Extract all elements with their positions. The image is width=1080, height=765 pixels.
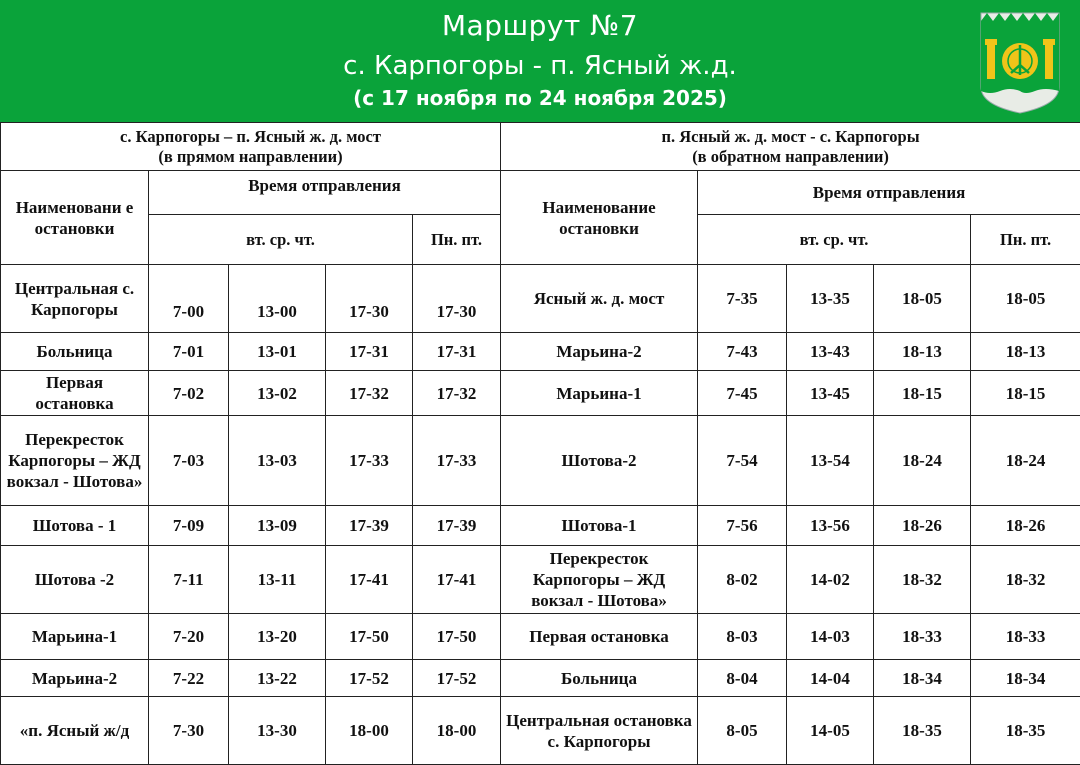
departure-time: 17-31: [326, 333, 413, 371]
departure-time: 8-02: [698, 546, 787, 614]
departure-time: 7-56: [698, 506, 787, 546]
departure-time: 17-30: [326, 265, 413, 333]
table-row: [1, 546, 1080, 614]
stop-name: Шотова-2: [501, 416, 698, 506]
departure-time: 13-11: [229, 546, 326, 614]
departure-time: 13-09: [229, 506, 326, 546]
title-block: [0, 6, 1080, 112]
departure-time: 17-52: [326, 660, 413, 697]
departure-time: 18-33: [971, 614, 1080, 660]
departure-time: 17-50: [326, 614, 413, 660]
departure-time: 18-24: [874, 416, 971, 506]
departure-time: 18-34: [971, 660, 1080, 697]
departure-time: 17-41: [326, 546, 413, 614]
departure-time: 18-13: [874, 333, 971, 371]
departure-time: 13-56: [787, 506, 874, 546]
departure-time: 18-35: [874, 697, 971, 765]
departure-time: 17-30: [413, 265, 501, 333]
stop-name: Марьина-1: [501, 371, 698, 416]
departure-time: 18-26: [971, 506, 1080, 546]
stop-name: Шотова - 1: [1, 506, 149, 546]
table-row: [1, 265, 1080, 333]
departure-time: 18-32: [971, 546, 1080, 614]
route-name: с. Карпогоры - п. Ясный ж.д.: [0, 48, 1080, 84]
departure-time: 18-05: [971, 265, 1080, 333]
departure-time: 18-05: [874, 265, 971, 333]
departure-time: 17-39: [326, 506, 413, 546]
departure-time: 7-35: [698, 265, 787, 333]
backward-time-header: Время отправления: [698, 171, 1080, 215]
municipal-coat-of-arms-icon: [975, 9, 1065, 117]
schedule-period: (с 17 ноября по 24 ноября 2025): [0, 84, 1080, 112]
departure-time: 7-45: [698, 371, 787, 416]
table-row: [1, 697, 1080, 765]
departure-time: 13-54: [787, 416, 874, 506]
table-row: [1, 416, 1080, 506]
departure-time: 13-30: [229, 697, 326, 765]
table-row: [1, 614, 1080, 660]
departure-time: 7-43: [698, 333, 787, 371]
departure-time: 13-00: [229, 265, 326, 333]
departure-time: 7-01: [149, 333, 229, 371]
departure-time: 13-22: [229, 660, 326, 697]
departure-time: 18-15: [874, 371, 971, 416]
departure-time: 18-35: [971, 697, 1080, 765]
departure-time: 13-35: [787, 265, 874, 333]
backward-direction-subtitle: (в обратном направлении): [505, 147, 1076, 167]
stop-name: Перекресток Карпогоры – ЖД вокзал - Шотова»: [501, 546, 698, 614]
departure-time: 17-33: [413, 416, 501, 506]
departure-time: 7-20: [149, 614, 229, 660]
departure-time: 18-00: [413, 697, 501, 765]
timetable: [0, 122, 1080, 764]
stop-name: Перекресток Карпогоры – ЖД вокзал - Шотова»: [1, 416, 149, 506]
departure-time: 18-26: [874, 506, 971, 546]
route-number-title: Маршрут №7: [0, 6, 1080, 46]
departure-time: 13-20: [229, 614, 326, 660]
stop-name: Центральная остановка с. Карпогоры: [501, 697, 698, 765]
departure-time: 13-45: [787, 371, 874, 416]
departure-time: 18-32: [874, 546, 971, 614]
backward-stop-header: Наименование остановки: [501, 171, 698, 265]
stop-name: Шотова -2: [1, 546, 149, 614]
stop-name: Первая остановка: [1, 371, 149, 416]
departure-time: 17-41: [413, 546, 501, 614]
forward-days-other: Пн. пт.: [413, 215, 501, 265]
forward-days-weekday: вт. ср. чт.: [149, 215, 413, 265]
departure-time: 13-03: [229, 416, 326, 506]
departure-time: 17-39: [413, 506, 501, 546]
departure-time: 8-05: [698, 697, 787, 765]
departure-time: 17-32: [326, 371, 413, 416]
backward-direction-header: [501, 123, 1080, 171]
departure-time: 14-03: [787, 614, 874, 660]
table-row: [1, 371, 1080, 416]
departure-time: 8-04: [698, 660, 787, 697]
stop-name: Больница: [501, 660, 698, 697]
table-row: [1, 660, 1080, 697]
departure-time: 17-52: [413, 660, 501, 697]
stop-name: Центральная с. Карпогоры: [1, 265, 149, 333]
departure-time: 18-33: [874, 614, 971, 660]
forward-direction-title: с. Карпогоры – п. Ясный ж. д. мост: [5, 127, 496, 147]
departure-time: 14-04: [787, 660, 874, 697]
departure-time: 13-43: [787, 333, 874, 371]
departure-time: 7-02: [149, 371, 229, 416]
stop-name: Первая остановка: [501, 614, 698, 660]
departure-time: 7-00: [149, 265, 229, 333]
table-row: [1, 333, 1080, 371]
departure-time: 18-34: [874, 660, 971, 697]
header-banner: [0, 0, 1080, 122]
forward-direction-header: [1, 123, 501, 171]
backward-direction-title: п. Ясный ж. д. мост - с. Карпогоры: [505, 127, 1076, 147]
departure-time: 18-24: [971, 416, 1080, 506]
departure-time: 17-50: [413, 614, 501, 660]
stop-name: «п. Ясный ж/д: [1, 697, 149, 765]
departure-time: 18-15: [971, 371, 1080, 416]
forward-direction-subtitle: (в прямом направлении): [5, 147, 496, 167]
departure-time: 7-11: [149, 546, 229, 614]
departure-time: 13-01: [229, 333, 326, 371]
stop-name: Марьина-2: [1, 660, 149, 697]
forward-stop-header: Наименовани е остановки: [1, 171, 149, 265]
departure-time: 18-00: [326, 697, 413, 765]
departure-time: 17-31: [413, 333, 501, 371]
stop-name: Марьина-1: [1, 614, 149, 660]
departure-time: 8-03: [698, 614, 787, 660]
forward-time-header: Время отправления: [149, 171, 501, 215]
stop-name: Ясный ж. д. мост: [501, 265, 698, 333]
departure-time: 7-09: [149, 506, 229, 546]
departure-time: 7-03: [149, 416, 229, 506]
table-row: [1, 506, 1080, 546]
departure-time: 14-05: [787, 697, 874, 765]
departure-time: 7-30: [149, 697, 229, 765]
departure-time: 7-54: [698, 416, 787, 506]
departure-time: 18-13: [971, 333, 1080, 371]
departure-time: 7-22: [149, 660, 229, 697]
stop-name: Больница: [1, 333, 149, 371]
departure-time: 13-02: [229, 371, 326, 416]
stop-name: Марьина-2: [501, 333, 698, 371]
departure-time: 14-02: [787, 546, 874, 614]
backward-days-weekday: вт. ср. чт.: [698, 215, 971, 265]
backward-days-other: Пн. пт.: [971, 215, 1080, 265]
departure-time: 17-33: [326, 416, 413, 506]
stop-name: Шотова-1: [501, 506, 698, 546]
departure-time: 17-32: [413, 371, 501, 416]
